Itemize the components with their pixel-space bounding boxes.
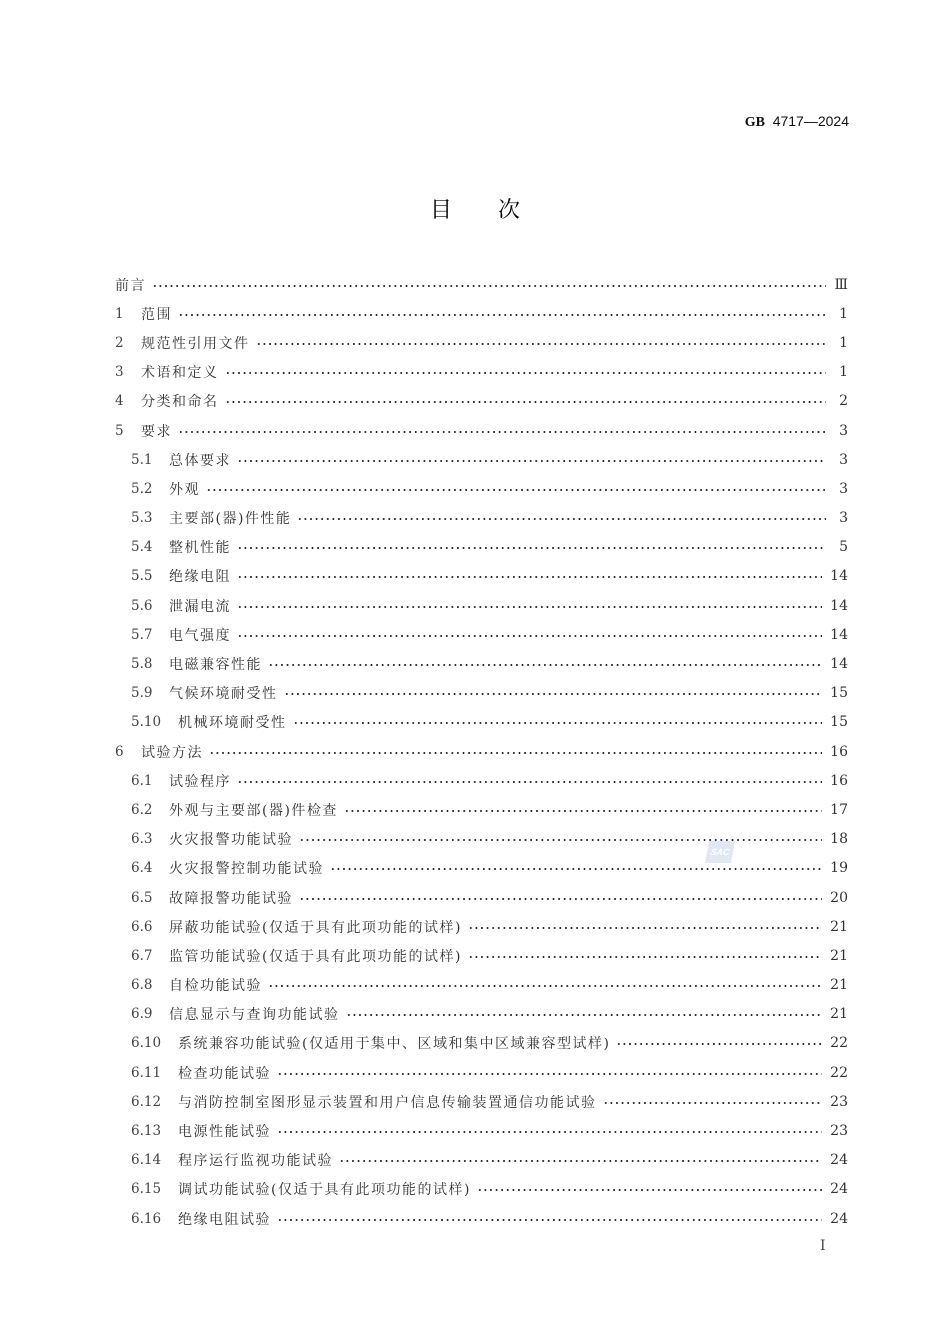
dot-leader (256, 343, 827, 345)
toc-entry-page[interactable]: 23 (830, 1123, 848, 1140)
toc-entry-page[interactable]: 15 (830, 685, 848, 702)
toc-entry[interactable] (115, 941, 848, 970)
toc-entry-title[interactable]: 绝缘电阻 (169, 569, 231, 586)
dot-leader (330, 868, 822, 870)
toc-entry-title[interactable]: 电源性能试验 (178, 1124, 271, 1141)
toc-entry-page[interactable]: 24 (830, 1181, 848, 1198)
toc-entry[interactable] (115, 299, 848, 328)
toc-entry[interactable] (115, 445, 848, 474)
toc-entry-number: 6.14 (131, 1152, 162, 1169)
toc-entry[interactable] (115, 708, 848, 737)
toc-entry-page[interactable]: 2 (839, 393, 848, 410)
toc-entry-title[interactable]: 自检功能试验 (169, 978, 262, 995)
toc-entry-page[interactable]: Ⅲ (834, 276, 848, 293)
dot-leader (277, 1219, 822, 1221)
toc-entry-number: 6.8 (131, 977, 153, 994)
dot-leader (237, 781, 822, 783)
dot-leader (299, 839, 822, 841)
toc-entry[interactable] (115, 416, 848, 445)
toc-entry-title[interactable]: 分类和命名 (141, 394, 219, 411)
dot-leader (225, 401, 827, 403)
toc-entry-number: 6.6 (131, 918, 153, 935)
footer-page-number: Ⅰ (820, 1238, 826, 1254)
toc-entry-title[interactable]: 试验程序 (169, 773, 231, 790)
toc-entry[interactable] (115, 533, 848, 562)
toc-entry-title[interactable]: 电磁兼容性能 (169, 657, 262, 674)
toc-entry-title[interactable]: 前言 (115, 277, 146, 294)
toc-entry-title[interactable]: 主要部(器)件性能 (169, 511, 292, 528)
toc-entry-number: 6.3 (131, 831, 153, 848)
toc-entry-number: 6.15 (131, 1181, 162, 1198)
toc-entry-page[interactable]: 15 (830, 714, 848, 731)
toc-entry-number: 5.2 (131, 480, 153, 497)
toc-entry-title[interactable]: 规范性引用文件 (141, 335, 250, 352)
dot-leader (225, 372, 827, 374)
toc-entry-number: 6.13 (131, 1123, 162, 1140)
toc-entry-title[interactable]: 总体要求 (169, 452, 231, 469)
toc-entry-page[interactable]: 16 (830, 772, 848, 789)
toc-entry-page[interactable]: 14 (830, 568, 848, 585)
toc-entry-title[interactable]: 火灾报警功能试验 (169, 832, 293, 849)
standard-code (745, 113, 849, 131)
toc-entry-page[interactable]: 5 (839, 539, 848, 556)
toc-entry-page[interactable]: 21 (830, 1006, 848, 1023)
table-of-contents (115, 270, 848, 1233)
toc-entry-number: 5.1 (131, 451, 153, 468)
toc-entry-page[interactable]: 14 (830, 626, 848, 643)
toc-entry-page[interactable]: 20 (830, 889, 848, 906)
toc-entry-number: 6.12 (131, 1093, 162, 1110)
toc-entry-number: 5.7 (131, 626, 153, 643)
toc-entry-title[interactable]: 监管功能试验(仅适于具有此项功能的试样) (169, 948, 462, 965)
toc-entry-title[interactable]: 机械环境耐受性 (178, 715, 287, 732)
toc-entry[interactable] (115, 1000, 848, 1029)
toc-entry[interactable] (115, 825, 848, 854)
toc-entry-title[interactable]: 系统兼容功能试验(仅适用于集中、区域和集中区域兼容型试样) (178, 1036, 611, 1053)
dot-leader (277, 1131, 822, 1133)
toc-entry[interactable] (115, 971, 848, 1000)
toc-entry-number: 6.2 (131, 801, 153, 818)
toc-entry-page[interactable]: 21 (830, 977, 848, 994)
dot-leader (268, 664, 822, 666)
toc-entry[interactable] (115, 1058, 848, 1087)
toc-entry-number: 6.11 (131, 1064, 162, 1081)
toc-entry-title[interactable]: 术语和定义 (141, 365, 219, 382)
toc-entry-title[interactable]: 外观与主要部(器)件检查 (169, 802, 338, 819)
toc-entry-title[interactable]: 整机性能 (169, 540, 231, 557)
toc-entry[interactable] (115, 562, 848, 591)
toc-entry-number: 6.1 (131, 772, 153, 789)
page-title: 目次 (429, 198, 566, 223)
toc-entry[interactable] (115, 912, 848, 941)
toc-entry-page[interactable]: 21 (830, 947, 848, 964)
toc-entry[interactable] (115, 358, 848, 387)
toc-entry-title[interactable]: 程序运行监视功能试验 (178, 1153, 333, 1170)
toc-entry-title[interactable]: 信息显示与查询功能试验 (169, 1007, 340, 1024)
toc-entry-number: 5.9 (131, 685, 153, 702)
toc-entry-page[interactable]: 3 (839, 422, 848, 439)
toc-entry-page[interactable]: 14 (830, 656, 848, 673)
dot-leader (468, 956, 822, 958)
toc-entry-page[interactable]: 23 (830, 1093, 848, 1110)
toc-entry-number: 2 (115, 334, 124, 351)
toc-entry[interactable] (115, 504, 848, 533)
toc-entry-number: 5.10 (131, 714, 162, 731)
toc-entry-title[interactable]: 火灾报警控制功能试验 (169, 861, 324, 878)
toc-entry-number: 5 (115, 422, 124, 439)
dot-leader (178, 314, 826, 316)
toc-entry-title[interactable]: 故障报警功能试验 (169, 890, 293, 907)
toc-entry-page[interactable]: 1 (839, 334, 848, 351)
dot-leader (268, 985, 822, 987)
toc-entry-page[interactable]: 24 (830, 1152, 848, 1169)
toc-entry[interactable] (115, 649, 848, 678)
dot-leader (237, 635, 822, 637)
dot-leader (152, 285, 826, 287)
toc-entry[interactable] (115, 883, 848, 912)
toc-entry-title[interactable]: 与消防控制室图形显示装置和用户信息传输装置通信功能试验 (178, 1094, 597, 1111)
toc-entry-number: 6.5 (131, 889, 153, 906)
dot-leader (346, 1014, 823, 1016)
toc-entry-page[interactable]: 14 (830, 597, 848, 614)
toc-entry-number: 6.9 (131, 1006, 153, 1023)
standard-number: 4717—2024 (772, 113, 849, 129)
toc-entry[interactable] (115, 1029, 848, 1058)
dot-leader (237, 460, 826, 462)
toc-entry-title[interactable]: 要求 (141, 423, 172, 440)
dot-leader (297, 518, 826, 520)
toc-entry-page[interactable]: 19 (830, 860, 848, 877)
toc-entry-page[interactable]: 3 (839, 451, 848, 468)
toc-entry-number: 5.4 (131, 539, 153, 556)
toc-entry-page[interactable]: 1 (839, 364, 848, 381)
toc-entry[interactable] (115, 766, 848, 795)
toc-entry-title[interactable]: 外观 (169, 481, 200, 498)
toc-entry[interactable] (115, 387, 848, 416)
toc-entry-page[interactable]: 21 (830, 918, 848, 935)
toc-entry-page[interactable]: 18 (830, 831, 848, 848)
toc-entry-title[interactable]: 气候环境耐受性 (169, 686, 278, 703)
toc-entry-page[interactable]: 17 (830, 801, 848, 818)
toc-entry[interactable] (115, 1146, 848, 1175)
dot-leader (299, 898, 822, 900)
dot-leader (477, 1189, 822, 1191)
dot-leader (616, 1043, 822, 1045)
dot-leader (209, 752, 822, 754)
toc-entry-number: 5.5 (131, 568, 153, 585)
dot-leader (237, 547, 826, 549)
toc-entry-number: 5.8 (131, 656, 153, 673)
toc-entry-number: 6.16 (131, 1210, 162, 1227)
standard-prefix: GB (744, 115, 765, 130)
toc-entry-number: 5.3 (131, 510, 153, 527)
toc-entry-number: 3 (115, 364, 124, 381)
dot-leader (339, 1160, 822, 1162)
toc-entry-title[interactable]: 泄漏电流 (169, 598, 231, 615)
dot-leader (603, 1102, 823, 1104)
toc-entry-title[interactable]: 屏蔽功能试验(仅适于具有此项功能的试样) (169, 919, 462, 936)
toc-entry[interactable] (115, 1204, 848, 1233)
toc-entry[interactable] (115, 474, 848, 503)
dot-leader (277, 1073, 822, 1075)
toc-entry[interactable] (115, 328, 848, 357)
toc-entry-page[interactable]: 24 (830, 1210, 848, 1227)
toc-entry[interactable] (115, 737, 848, 766)
dot-leader (237, 606, 822, 608)
dot-leader (344, 810, 822, 812)
toc-entry[interactable] (115, 620, 848, 649)
toc-entry[interactable] (115, 679, 848, 708)
toc-entry-title[interactable]: 范围 (141, 306, 172, 323)
dot-leader (206, 489, 826, 491)
dot-leader (237, 576, 822, 578)
toc-entry-page[interactable]: 22 (830, 1064, 848, 1081)
toc-entry-number: 6.10 (131, 1035, 162, 1052)
toc-entry[interactable] (115, 795, 848, 824)
sac-watermark: SAC (705, 841, 735, 863)
toc-entry[interactable] (115, 1116, 848, 1145)
toc-entry[interactable] (115, 1175, 848, 1204)
toc-entry-number: 1 (115, 305, 124, 322)
toc-entry-page[interactable]: 3 (839, 480, 848, 497)
toc-entry-page[interactable]: 16 (830, 743, 848, 760)
toc-entry-number: 6.4 (131, 860, 153, 877)
toc-entry-title[interactable]: 调试功能试验(仅适于具有此项功能的试样) (178, 1182, 471, 1199)
toc-entry[interactable] (115, 591, 848, 620)
toc-entry[interactable] (115, 854, 848, 883)
toc-entry-number: 5.6 (131, 597, 153, 614)
dot-leader (468, 927, 822, 929)
dot-leader (284, 693, 823, 695)
toc-entry-title[interactable]: 电气强度 (169, 627, 231, 644)
toc-entry-title[interactable]: 试验方法 (141, 744, 203, 761)
toc-entry-title[interactable]: 绝缘电阻试验 (178, 1211, 271, 1228)
toc-entry[interactable] (115, 270, 848, 299)
toc-entry-page[interactable]: 22 (830, 1035, 848, 1052)
toc-entry-number: 6.7 (131, 947, 153, 964)
dot-leader (293, 722, 823, 724)
toc-entry-number: 4 (115, 393, 124, 410)
toc-entry[interactable] (115, 1087, 848, 1116)
toc-entry-number: 6 (115, 743, 124, 760)
toc-entry-title[interactable]: 检查功能试验 (178, 1065, 271, 1082)
toc-entry-page[interactable]: 1 (839, 305, 848, 322)
dot-leader (178, 431, 826, 433)
toc-entry-page[interactable]: 3 (839, 510, 848, 527)
